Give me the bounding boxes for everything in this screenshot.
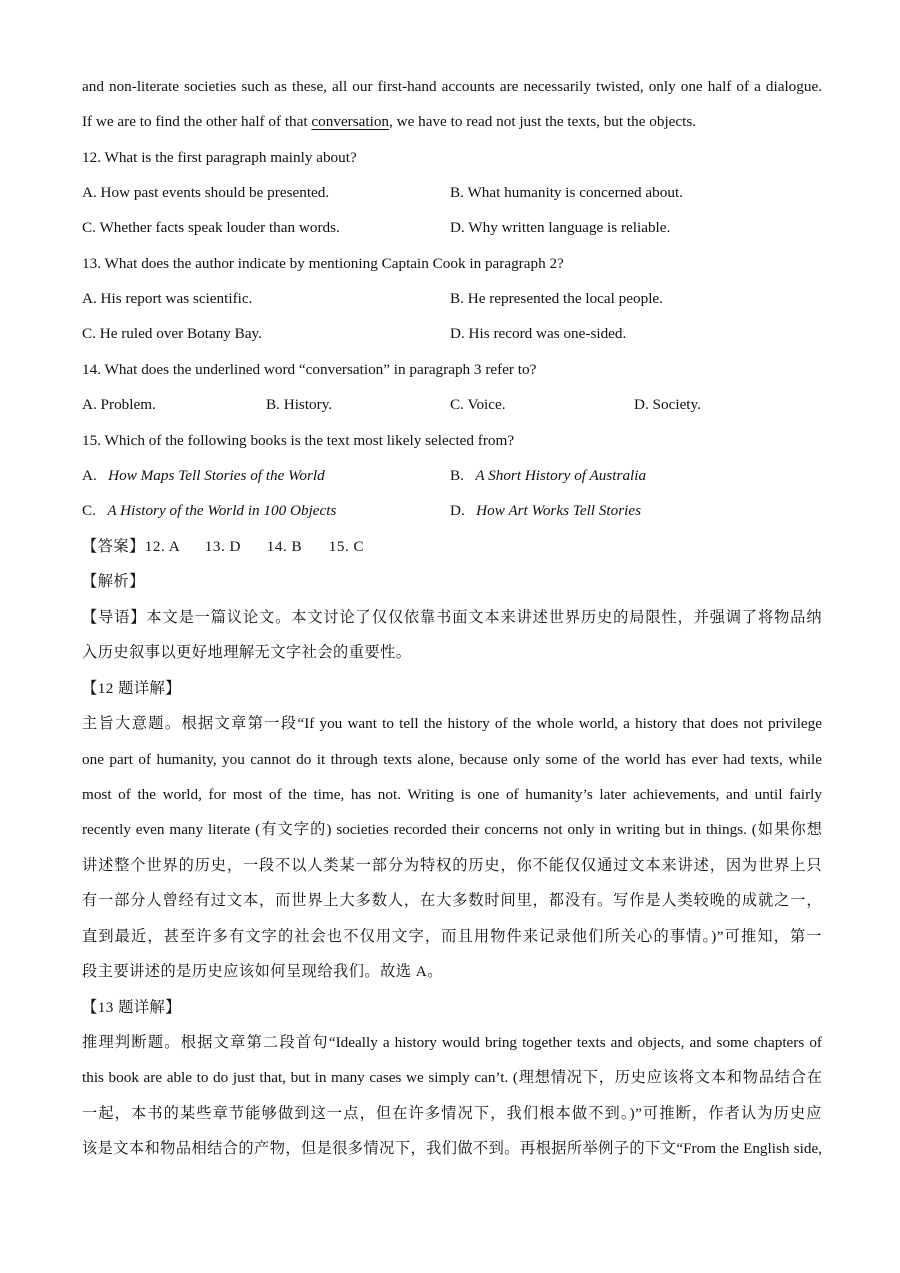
- answer-label: 【答案】: [82, 538, 145, 555]
- question-13-stem: 13. What does the author indicate by mentioning Captain Cook in paragraph 2?: [82, 255, 564, 272]
- detail-12-line-4: recently even many literate (有文字的) societies recorded their concerns not only in writing but in things. (如果你想: [82, 821, 822, 838]
- detail-12-line-2: one part of humanity, you cannot do it through texts alone, because only some of the world has ever had texts, while: [82, 751, 822, 768]
- answer-14: 14. B: [266, 538, 303, 555]
- analysis-label: 【解析】: [82, 573, 145, 590]
- detail-12-line-7: 直到最近，甚至许多有文字的社会也不仅用文字，而且用物件来记录他们所关心的事情。)”可推知，第一: [82, 928, 822, 945]
- question-12-option-d: D. Why written language is reliable.: [450, 219, 671, 236]
- detail-13-line-1: 推理判断题。根据文章第二段首句“Ideally a history would bring together texts and objects, and some chapters of: [82, 1034, 822, 1051]
- answer-15: 15. C: [328, 538, 365, 555]
- book-title: How Art Works Tell Stories: [476, 502, 641, 519]
- underlined-word-conversation: conversation: [311, 113, 390, 130]
- question-12-option-b: B. What humanity is concerned about.: [450, 184, 683, 201]
- option-letter: B.: [450, 467, 464, 484]
- passage-line-2: [82, 111, 822, 133]
- question-15-option-b: [450, 465, 646, 487]
- detail-12-line-1: 主旨大意题。根据文章第一段“If you want to tell the history of the whole world, a history that does not privilege: [82, 715, 822, 732]
- answer-12: 12. A: [144, 538, 181, 555]
- question-12-stem: 12. What is the first paragraph mainly about?: [82, 149, 357, 166]
- question-14-option-d: D. Society.: [634, 396, 701, 413]
- detail-12-line-3: most of the world, for most of the time, has not. Writing is one of humanity’s later achievements, and until fairly: [82, 786, 822, 803]
- question-14-stem: 14. What does the underlined word “conversation” in paragraph 3 refer to?: [82, 361, 537, 378]
- question-15-option-d: [450, 500, 641, 522]
- passage-line-2-after: , we have to read not just the texts, but the objects.: [389, 113, 697, 130]
- question-15-stem: 15. Which of the following books is the text most likely selected from?: [82, 432, 515, 449]
- question-12-option-a: A. How past events should be presented.: [82, 184, 330, 201]
- detail-13-line-2: this book are able to do just that, but in many cases we simply can’t. (理想情况下，历史应该将文本和物品结合在: [82, 1069, 822, 1086]
- guide-line-2: 入历史叙事以更好地理解无文字社会的重要性。: [82, 644, 412, 661]
- question-13-option-c: C. He ruled over Botany Bay.: [82, 325, 262, 342]
- question-14-option-a: A. Problem.: [82, 396, 156, 413]
- detail-12-line-8: 段主要讲述的是历史应该如何呈现给我们。故选 A。: [82, 963, 443, 980]
- passage-line-1: and non-literate societies such as these, all our first-hand accounts are necessarily twisted, only one half of a dialogue.: [82, 78, 822, 95]
- question-14-option-b: B. History.: [266, 396, 333, 413]
- detail-13-heading: 【13 题详解】: [82, 999, 181, 1016]
- question-15-option-c: [82, 500, 336, 522]
- question-13-option-b: B. He represented the local people.: [450, 290, 663, 307]
- detail-12-heading: 【12 题详解】: [82, 680, 181, 697]
- answer-13: 13. D: [204, 538, 241, 555]
- question-13-option-d: D. His record was one-sided.: [450, 325, 627, 342]
- book-title: A Short History of Australia: [475, 467, 647, 484]
- option-letter: D.: [450, 502, 465, 519]
- question-15-option-a: [82, 465, 325, 487]
- option-letter: C.: [82, 502, 96, 519]
- guide-line-1: 【导语】本文是一篇议论文。本文讨论了仅仅依靠书面文本来讲述世界历史的局限性，并强调了将物品纳: [82, 609, 822, 626]
- detail-13-line-3: 一起，本书的某些章节能够做到这一点，但在许多情况下，我们根本做不到。)”可推断，作者认为历史应: [82, 1105, 822, 1122]
- book-title: A History of the World in 100 Objects: [107, 502, 337, 519]
- question-14-option-c: C. Voice.: [450, 396, 506, 413]
- option-letter: A.: [82, 467, 97, 484]
- passage-line-2-before: If we are to find the other half of that: [82, 113, 312, 130]
- question-12-option-c: C. Whether facts speak louder than words.: [82, 219, 340, 236]
- question-13-option-a: A. His report was scientific.: [82, 290, 253, 307]
- detail-12-line-6: 有一部分人曾经有过文本，而世界上大多数人，在大多数时间里，都没有。写作是人类较晚的成就之一，: [82, 892, 822, 909]
- detail-12-line-5: 讲述整个世界的历史，一段不以人类某一部分为特权的历史，你不能仅仅通过文本来讲述，因为世界上只: [82, 857, 822, 874]
- book-title: How Maps Tell Stories of the World: [108, 467, 325, 484]
- detail-13-line-4: 该是文本和物品相结合的产物，但是很多情况下，我们做不到。再根据所举例子的下文“From the English side,: [82, 1140, 822, 1157]
- answer-line: [82, 536, 822, 558]
